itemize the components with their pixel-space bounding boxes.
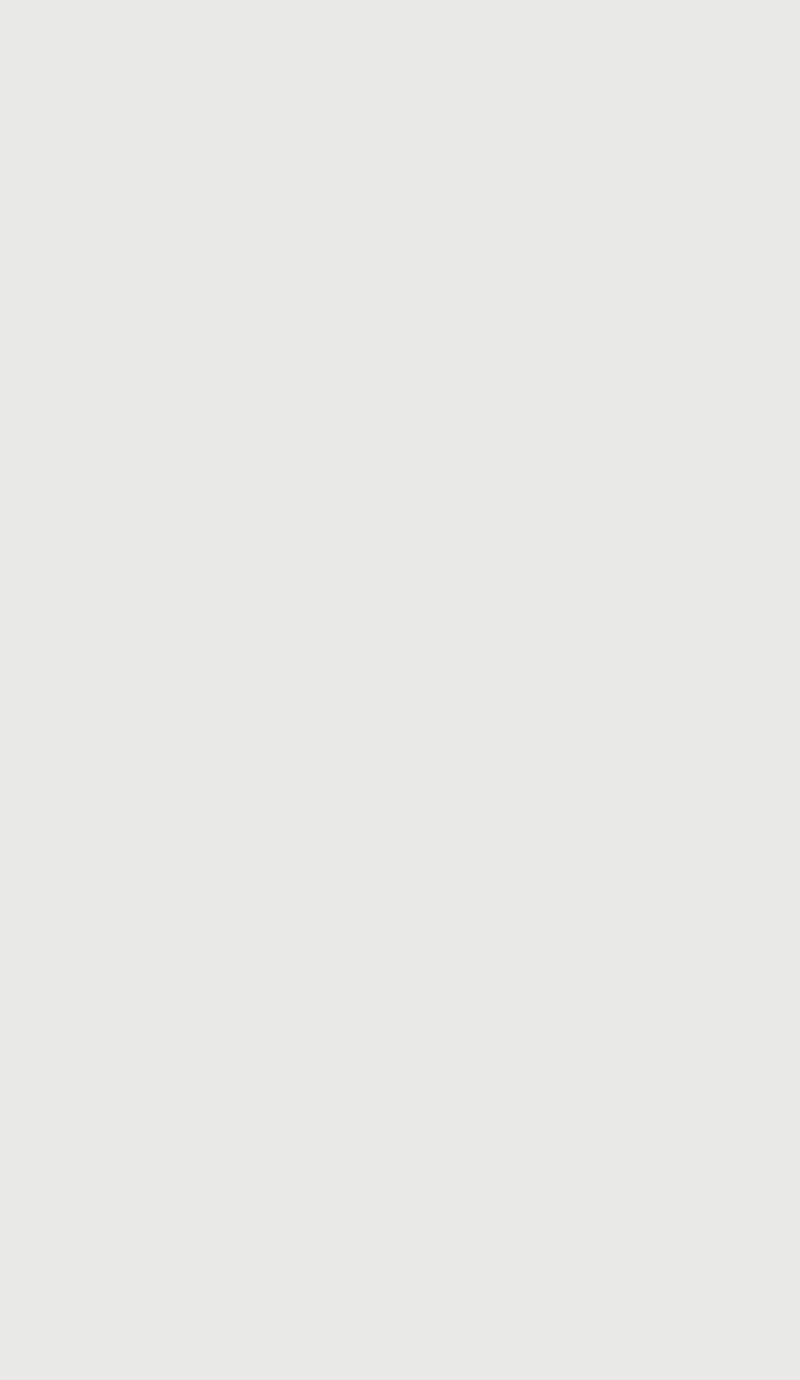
table-of-contents [76, 140, 724, 172]
